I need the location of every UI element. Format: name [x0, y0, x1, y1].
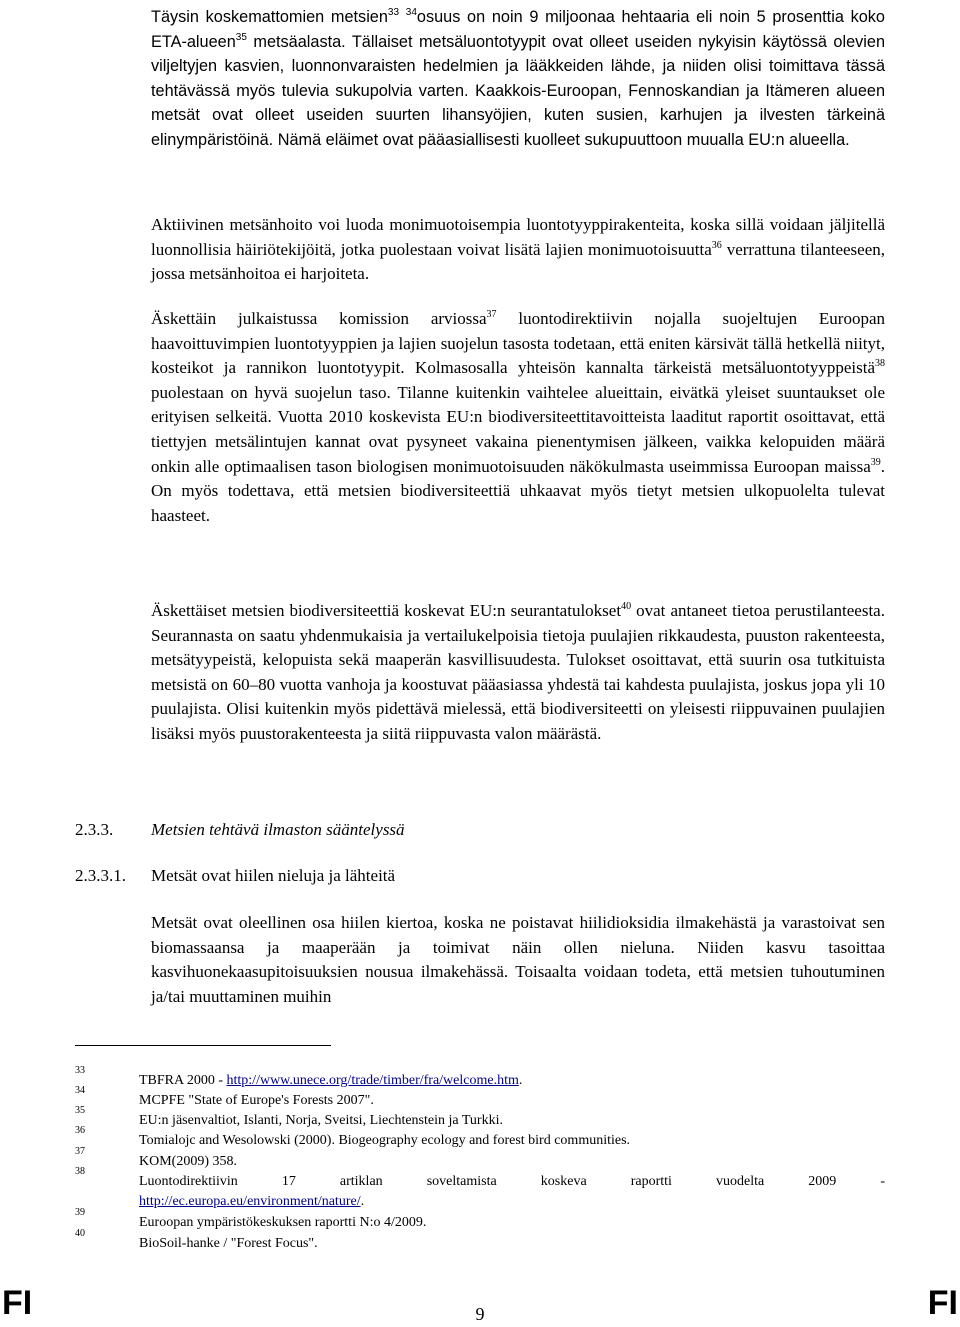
footnote-ref-39[interactable]: 39 — [870, 456, 881, 468]
footnote-ref-36[interactable]: 36 — [711, 239, 722, 251]
footer-language-left: FI — [2, 1284, 33, 1322]
paragraph-monitoring-results: Äskettäiset metsien biodiversiteettiä koskevat EU:n seurantatulokset$^{40}$ ovat antaneet tietoa perustilanteesta. Seurannasta on saatu yhdenmukaisia ja vertailukelpoisia tietoja puulajien rikkaudesta, puuston rakenteesta, metsätyypeistä, kelopuista sekä maaperän kasvillisuudesta. Tulokset osoittavat, että suurin osa tutkituista metsistä on 60–80 vuotta vanhoja ja koostuvat pääasiassa yhdestä tai kahdesta puulajista, joskus jopa yli 10 puulajista. Olisi kuitenkin myös pidettävä mielessä, että biodiversiteetti on yleisesti riippuvainen puulajien lisäksi myös puustorakenteesta ja siitä riippuvasta valon määrästä. — [151, 601, 885, 743]
section-heading-2-3-3-1 — [0, 865, 960, 887]
footer-language-right: FI — [927, 1284, 958, 1322]
paragraph-carbon-sinks: Metsät ovat oleellinen osa hiilen kiertoa, koska ne poistavat hiilidioksidia ilmakehästä ja varastoivat sen biomassaansa ja maaperään ja toimivat näin ollen nieluna. Niiden kasvu tasoittaa kasvihuonekaasupitoisuuksien nousua ilmakehässä. Toisaalta voidaan todeta, että metsien tuhoutuminen ja/tai muuttaminen muihin — [151, 913, 885, 1006]
footnote-number: 35 — [75, 1105, 85, 1116]
paragraph-commission-assessment: Äskettäin julkaistussa komission arviossa$^{37}$ luontodirektiivin nojalla suojeltujen Euroopan haavoittuvimpien luontotyyppien ja lajien suojelun tasosta todetaan, että eniten kärsivät tällä hetkellä niityt, kosteikot ja rannikon luontotyypit. Kolmasosalla yhteisön kannalta tärkeistä metsäluontotyyppeistä$^{38}$ puolestaan on hyvä suojelun taso. Tilanne kuitenkin vaihtelee alueittain, eivätkä yleiset suuntaukset ole erityisen selkeitä. Vuotta 2010 koskevista EU:n biodiversiteettitavoitteista laaditut raportit osoittavat, että tiettyjen metsälintujen kannat ovat pysyneet vakaina pienentymisen jälkeen, vaikka kelopuiden määrä onkin alle optimaalisen tason biologisen monimuotoisuuden näkökulmasta useimmissa Euroopan maissa$^{39}$. On myös todettava, että metsien biodiversiteettiä uhkaavat myös tietyt metsien ulkopuolelta tulevat haasteet. — [151, 309, 885, 525]
footnote-ref-37[interactable]: 37 — [486, 309, 497, 320]
footnote-separator — [75, 1045, 331, 1046]
paragraph-forest-share: Täysin koskemattomien metsien$^{33}$ $^{34}$osuus on noin 9 miljoonaa hehtaaria eli noin 5 prosenttia koko ETA-alueen$^{35}$ metsäalasta. Tällaiset metsäluontotyypit ovat olleet useiden nykyisin käytössä olevien viljeltyjen kasvien, luonnonvaraisten hedelmien ja lääkkeiden lähde, ja niiden olisi toimittava tässä tehtävässä myös tulevia sukupolvia varten. Kaakkois-Euroopan, Fennoskandian ja Itämeren alueen metsät ovat olleet useiden suurten lihansyöjien, kuten susien, karhujen ja ilvesten tärkeinä elinympäristöinä. Nämä eläimet ovat pääasiallisesti kuolleet sukupuuttoon muualla EU:n alueella. — [151, 7, 885, 149]
footnote-ref-35[interactable]: 35 — [235, 31, 247, 43]
footnote-ref-40[interactable]: 40 — [621, 601, 632, 612]
section-heading-2-3-3 — [0, 819, 960, 841]
footnote-number: 33 — [75, 1065, 85, 1076]
paragraph-active-management: Aktiivinen metsänhoito voi luoda monimuotoisempia luontotyyppirakenteita, koska sillä voidaan jäljitellä luonnollisia häiriötekijöitä, jotka puolestaan voivat lisätä lajien monimuotoisuutta$^{36}$ verrattuna tilanteeseen, jossa metsänhoitoa ei harjoiteta. — [151, 215, 886, 284]
footnote-number: 39 — [75, 1207, 85, 1218]
section-number: 2.3.3.1. — [75, 866, 126, 885]
section-title: Metsien tehtävä ilmaston sääntelyssä — [151, 820, 405, 839]
section-title: Metsät ovat hiilen nieluja ja lähteitä — [151, 866, 396, 885]
footnote-number: 38 — [75, 1166, 85, 1177]
footnote-number: 34 — [75, 1085, 85, 1096]
footnote-ref-34[interactable]: 34 — [405, 7, 417, 18]
footnote-number: 37 — [75, 1146, 85, 1157]
footnote-link[interactable]: http://ec.europa.eu/environment/nature/ — [139, 1194, 361, 1209]
footnote-number: 36 — [75, 1125, 85, 1136]
page-number: 9 — [475, 1304, 485, 1324]
footnote-link[interactable]: http://www.unece.org/trade/timber/fra/welcome.htm — [226, 1073, 519, 1088]
footnote-ref-38[interactable]: 38 — [875, 358, 885, 370]
footnote-number: 40 — [75, 1228, 85, 1239]
footnote-ref-33[interactable]: 33 — [387, 7, 400, 18]
section-number: 2.3.3. — [75, 820, 114, 839]
